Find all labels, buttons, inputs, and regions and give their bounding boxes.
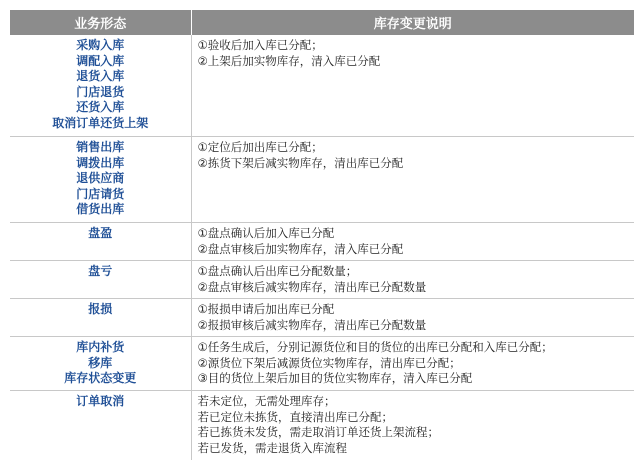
business-type-label: 门店请货 bbox=[76, 186, 125, 201]
change-description-cell bbox=[191, 137, 634, 223]
table-row bbox=[10, 261, 634, 299]
business-type-cell bbox=[10, 337, 191, 391]
business-type-label: 门店退货 bbox=[76, 84, 125, 99]
inventory-change-table bbox=[10, 10, 634, 460]
description-line: ②报损审核后减实物库存，清出库已分配数量 bbox=[197, 317, 427, 332]
description-line: ②盘点审核后减实物库存，清出库已分配数量 bbox=[197, 279, 427, 294]
business-type-label: 调配入库 bbox=[76, 53, 125, 68]
header-inventory-change-description: 库存变更说明 bbox=[191, 10, 634, 35]
business-type-label: 库内补货 bbox=[76, 340, 125, 354]
change-description-cell bbox=[191, 391, 634, 461]
description-line: ②拣货下架后减实物库存，清出库已分配 bbox=[197, 155, 404, 170]
business-type-label: 盘盈 bbox=[88, 226, 113, 240]
business-type-cell bbox=[10, 261, 191, 299]
business-type-label: 采购入库 bbox=[76, 38, 125, 52]
business-type-label: 退货入库 bbox=[76, 69, 125, 83]
change-description-cell bbox=[191, 337, 634, 391]
table-row bbox=[10, 35, 634, 137]
change-description-cell bbox=[191, 299, 634, 337]
change-description-cell bbox=[191, 35, 634, 137]
business-type-cell bbox=[10, 299, 191, 337]
business-type-cell bbox=[10, 137, 191, 223]
description-line: ①报损申请后加出库已分配 bbox=[197, 302, 335, 316]
business-type-cell bbox=[10, 35, 191, 137]
business-type-label: 销售出库 bbox=[76, 140, 125, 154]
description-line: ②盘点审核后加实物库存，清入库已分配 bbox=[197, 241, 404, 256]
business-type-label: 库存状态变更 bbox=[64, 371, 137, 385]
table-row bbox=[10, 223, 634, 261]
description-line: ②上架后加实物库存，清入库已分配 bbox=[197, 53, 381, 68]
description-line: 若已拣货未发货，需走取消订单还货上架流程； bbox=[197, 425, 439, 439]
description-line: ①定位后加出库已分配； bbox=[197, 140, 323, 154]
business-type-label: 还货入库 bbox=[76, 100, 125, 114]
description-line: ②源货位下架后减源货位实物库存，清出库已分配； bbox=[197, 355, 461, 370]
description-line: ③目的货位上架后加目的货位实物库存，清入库已分配 bbox=[197, 371, 473, 385]
description-line: ①任务生成后，分别记源货位和目的货位的出库已分配和入库已分配； bbox=[197, 340, 553, 354]
description-line: 若未定位，无需处理库存； bbox=[197, 394, 336, 408]
description-line: ①盘点确认后加入库已分配 bbox=[197, 226, 335, 240]
table-body bbox=[10, 35, 634, 460]
description-line: 若已发货，需走退货入库流程 bbox=[197, 440, 347, 455]
business-type-cell bbox=[10, 223, 191, 261]
description-line: ①验收后加入库已分配； bbox=[197, 38, 323, 52]
business-type-label: 盘亏 bbox=[88, 264, 113, 278]
business-type-label: 退供应商 bbox=[76, 171, 125, 185]
table-row bbox=[10, 337, 634, 391]
table-header bbox=[10, 10, 634, 35]
business-type-label: 取消订单还货上架 bbox=[52, 115, 149, 130]
header-row bbox=[10, 10, 634, 35]
business-type-label: 报损 bbox=[88, 302, 113, 316]
description-line: ①盘点确认后出库已分配数量； bbox=[197, 264, 358, 278]
table-row bbox=[10, 137, 634, 223]
table-row bbox=[10, 391, 634, 461]
business-type-label: 订单取消 bbox=[76, 394, 125, 408]
description-line: 若已定位未拣货，直接清出库已分配； bbox=[197, 409, 393, 424]
change-description-cell bbox=[191, 261, 634, 299]
header-business-type: 业务形态 bbox=[10, 10, 191, 35]
change-description-cell bbox=[191, 223, 634, 261]
business-type-label: 借货出库 bbox=[76, 202, 125, 216]
business-type-cell bbox=[10, 391, 191, 461]
table-row bbox=[10, 299, 634, 337]
business-type-label: 移库 bbox=[88, 355, 113, 370]
business-type-label: 调拨出库 bbox=[76, 155, 125, 170]
